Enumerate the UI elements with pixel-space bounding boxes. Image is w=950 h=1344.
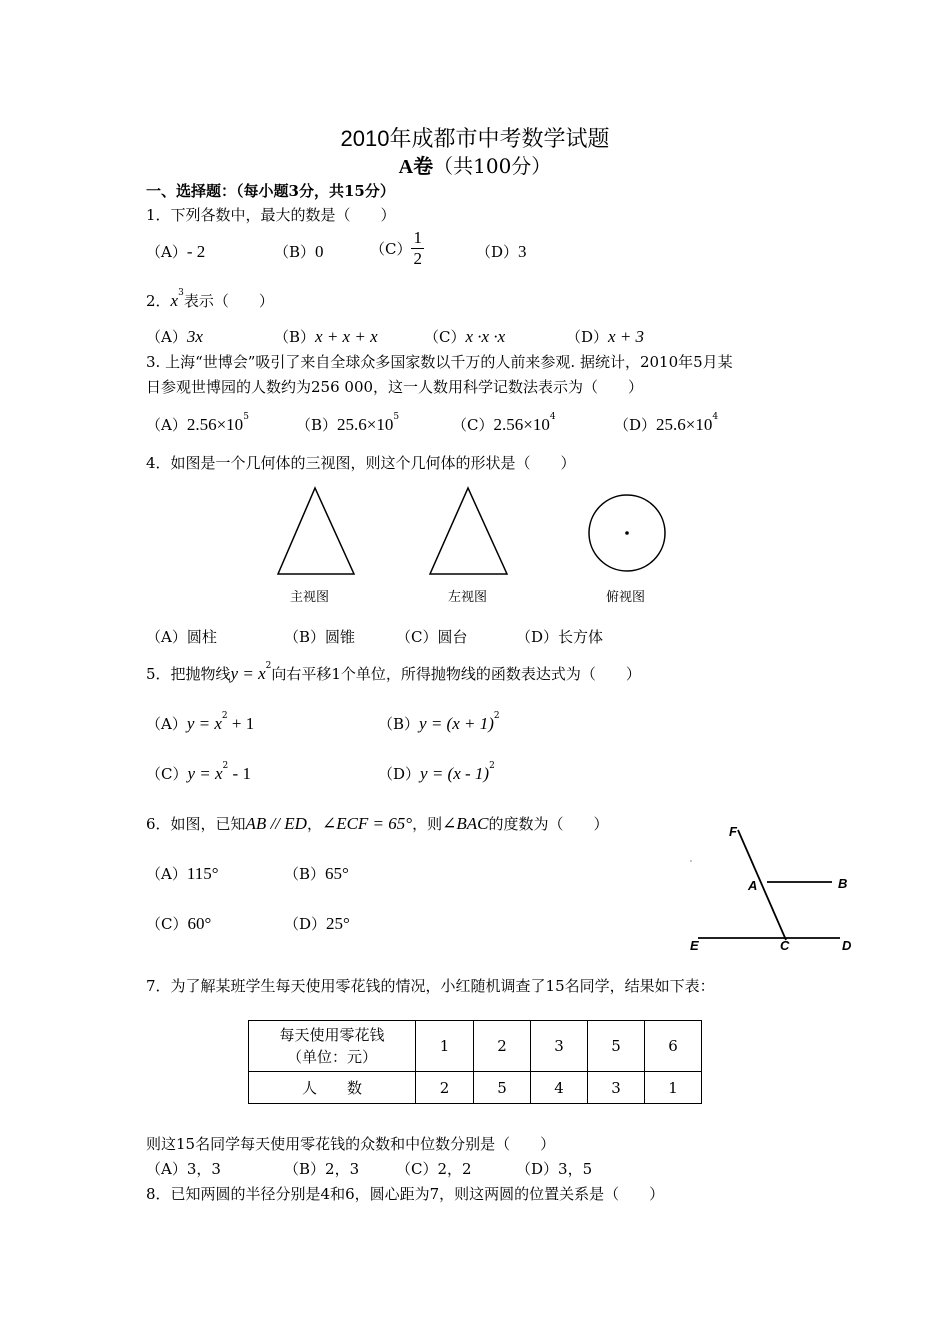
q4-option-d: （D）长方体: [516, 628, 604, 646]
q3-option-d: $(D)25.6\times 10^4$: [614, 412, 719, 434]
q5-option-b: $(B)y = (x + 1)^2$: [378, 711, 500, 733]
q7-option-d: （D）3，5: [516, 1160, 593, 1178]
q2-option-b: （B）x + x + x: [274, 327, 378, 346]
q7-question: 则这15名同学每天使用零花钱的众数和中位数分别是（ ）: [146, 1135, 556, 1153]
top-view-caption: 俯视图: [606, 590, 646, 605]
table-row: [249, 1021, 702, 1072]
q3-stem-line1: 3. 上海“世博会”吸引了来自全球众多国家数以千万的人前来参观. 据统计，2010年5月某: [146, 353, 733, 371]
q3-option-a: $(A)2.56\times 10^5$: [146, 412, 249, 434]
table-cell: 2: [416, 1072, 474, 1104]
subtitle-score: （共100分）: [433, 154, 552, 178]
label-e: E: [690, 938, 699, 953]
q1-fraction: $\frac{1}{2}$: [413, 228, 422, 268]
q6-stem: 6．如图，已知AB // ED，∠ECF = 65°，则∠BAC的度数为（ ）: [146, 814, 609, 833]
q1-option-b: （B）0: [274, 242, 324, 261]
q2-option-c: （C）x ·x ·x: [424, 327, 506, 346]
q7-option-a: （A）3，3: [146, 1160, 221, 1178]
table-cell: 1: [416, 1021, 474, 1072]
transversal-line: [738, 830, 786, 940]
q1-option-c: （C） $\frac{1}{2}$: [370, 228, 422, 268]
side-view-triangle: [430, 488, 507, 574]
front-view-triangle: [278, 488, 354, 574]
q6-option-a: （A）115°: [146, 864, 219, 883]
label-d: D: [842, 938, 852, 953]
parallel-lines-figure: [680, 818, 860, 958]
q2-option-a: （A）3x: [146, 327, 203, 346]
q1-option-d: （D）3: [476, 242, 527, 261]
table-row: [249, 1072, 702, 1104]
table-header-amount: 每天使用零花钱 （单位：元）: [249, 1021, 416, 1072]
q4-option-b: （B）圆锥: [284, 628, 356, 646]
table-cell: 3: [531, 1021, 588, 1072]
q5-option-c: $(C)y = x^2 - 1$: [146, 761, 251, 783]
table-header-count: 人 数: [249, 1072, 416, 1104]
label-b: B: [838, 876, 848, 891]
q8-stem: 8．已知两圆的半径分别是4和6，圆心距为7，则这两圆的位置关系是（ ）: [146, 1185, 665, 1203]
q4-stem: 4．如图是一个几何体的三视图，则这个几何体的形状是（ ）: [146, 454, 576, 472]
q6-option-c: （C）60°: [146, 914, 212, 933]
table-cell: 5: [588, 1021, 645, 1072]
q2-option-d: （D）x + 3: [566, 327, 645, 346]
q5-option-d: （D）y = (x - 1)$^2$: [378, 761, 495, 783]
subtitle-volume: A卷: [398, 156, 434, 178]
q3-option-c: $(C)2.56\times 10^4$: [452, 412, 556, 434]
q3-stem-line2: 日参观世博园的人数约为256 000，这一人数用科学记数法表示为（ ）: [146, 378, 644, 396]
q2-stem: 2．$x^3$表示（ ）: [146, 288, 274, 310]
front-view-caption: 主视图: [290, 590, 330, 605]
q5-option-a: $(A)y = x^2 + 1$: [146, 711, 255, 733]
top-view-center-dot: [625, 531, 629, 535]
q7-option-b: （B）2，3: [284, 1160, 360, 1178]
table-cell: 5: [474, 1072, 531, 1104]
q6-option-b: （B）65°: [284, 864, 349, 883]
table-cell: 2: [474, 1021, 531, 1072]
table-cell: 1: [645, 1072, 702, 1104]
spending-table: [248, 1020, 702, 1104]
section-heading: 一、选择题：（每小题3分，共15分）: [146, 182, 395, 200]
page-subtitle: [0, 150, 950, 179]
page-title: 2010年成都市中考数学试题: [340, 126, 610, 151]
q7-stem: 7．为了解某班学生每天使用零花钱的情况，小红随机调查了15名同学，结果如下表：: [146, 977, 715, 995]
q4-option-c: （C）圆台: [396, 628, 468, 646]
label-f: F: [729, 824, 737, 839]
table-cell: 3: [588, 1072, 645, 1104]
side-view-caption: 左视图: [448, 590, 488, 605]
table-cell: 6: [645, 1021, 702, 1072]
q1-stem: 1．下列各数中，最大的数是（ ）: [146, 206, 396, 224]
q7-option-c: （C）2，2: [396, 1160, 472, 1178]
label-c: C: [780, 938, 790, 953]
label-a: A: [748, 878, 758, 893]
three-views-figure: [270, 480, 680, 580]
q6-option-d: （D）25°: [284, 914, 350, 933]
q1-option-a: （A）- 2: [146, 242, 206, 261]
q4-option-a: （A）圆柱: [146, 628, 217, 646]
q3-option-b: $(B)25.6\times 10^5$: [296, 412, 400, 434]
table-cell: 4: [531, 1072, 588, 1104]
q5-stem: 5．把抛物线$y = x^2$向右平移1个单位，所得抛物线的函数表达式为（ ）: [146, 661, 641, 683]
